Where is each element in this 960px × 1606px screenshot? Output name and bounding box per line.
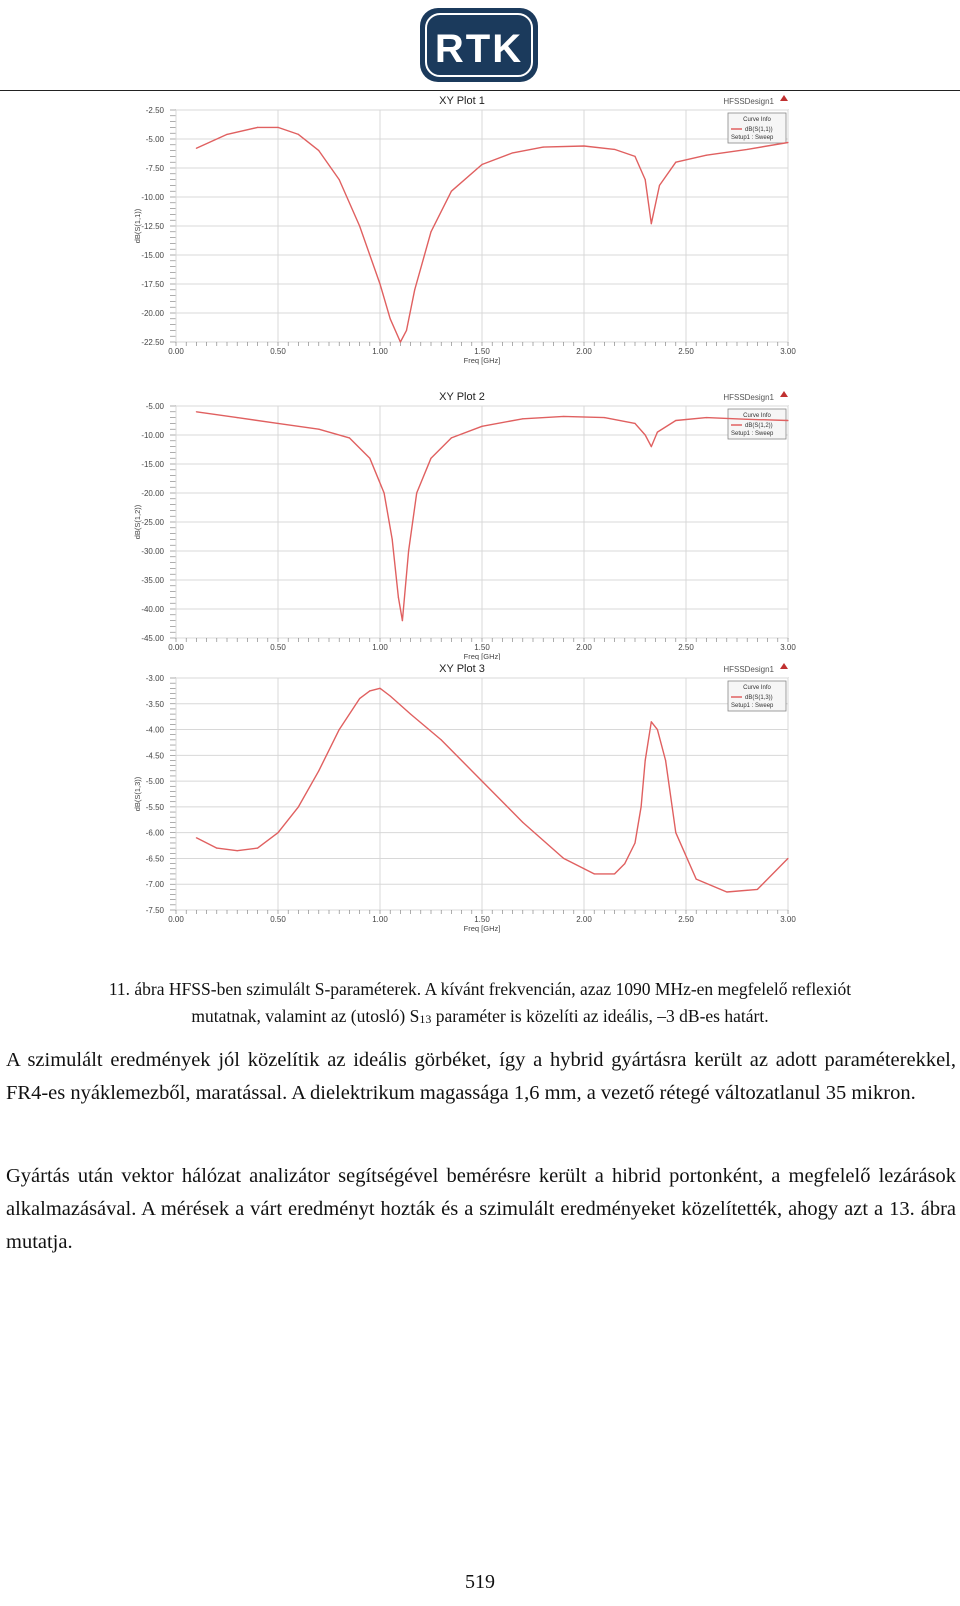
plot-svg: [130, 388, 820, 660]
x-tick-label: 1.00: [372, 347, 388, 356]
data-point: [614, 873, 615, 874]
data-point: [339, 729, 340, 730]
data-point: [696, 878, 697, 879]
data-point: [451, 437, 452, 438]
x-tick-label: 1.50: [474, 643, 490, 652]
data-point: [594, 873, 595, 874]
figure-caption: [30, 976, 930, 1032]
legend-setup: Setup1 : Sweep: [731, 431, 774, 437]
y-tick-label: -4.50: [145, 751, 164, 761]
data-point: [787, 858, 788, 859]
y-tick-label: -7.00: [145, 880, 164, 890]
y-axis-label: dB(S(1,2)): [133, 504, 142, 540]
plot-title: XY Plot 2: [439, 391, 485, 403]
x-axis-label: Freq [GHz]: [463, 356, 501, 365]
plot-title: XY Plot 3: [439, 663, 485, 675]
plot-svg: [130, 92, 820, 368]
data-point: [651, 446, 652, 447]
y-tick-label: -45.00: [141, 634, 164, 643]
data-point: [359, 225, 360, 226]
y-tick-label: -15.00: [141, 460, 164, 469]
data-point: [408, 550, 409, 551]
data-point: [277, 127, 278, 128]
y-tick-label: -40.00: [141, 605, 164, 614]
data-point: [237, 850, 238, 851]
y-tick-label: -30.00: [141, 547, 164, 556]
data-point: [659, 185, 660, 186]
y-tick-label: -5.00: [145, 402, 164, 411]
x-tick-label: 2.50: [678, 915, 694, 924]
x-tick-label: 1.00: [372, 915, 388, 924]
data-point: [379, 688, 380, 689]
data-point: [634, 156, 635, 157]
rtk-logo: [418, 6, 540, 84]
y-tick-label: -7.50: [145, 906, 164, 915]
data-point: [349, 437, 350, 438]
body-paragraph-2: Gyártás után vektor hálózat analizátor segítségével bemérésre került a hibrid portonként, a megfelelő lezárások alkalmazásával. A mérések a várt eredményt hozták és a szimulált eredményeket közelítették, ahogy azt a 13. ábra mutatja.: [6, 1165, 956, 1253]
y-tick-label: -5.50: [145, 802, 164, 812]
y-tick-label: -25.00: [141, 518, 164, 527]
xy-plot-1: [130, 92, 820, 368]
data-point: [651, 721, 652, 722]
legend-setup: Setup1 : Sweep: [731, 703, 774, 709]
data-point: [318, 429, 319, 430]
data-point: [216, 848, 217, 849]
data-point: [657, 729, 658, 730]
data-point: [787, 142, 788, 143]
y-tick-label: -5.00: [145, 777, 164, 787]
data-point: [400, 341, 401, 342]
data-point: [675, 420, 676, 421]
data-point: [645, 760, 646, 761]
y-tick-label: -6.50: [145, 854, 164, 864]
data-point: [747, 149, 748, 150]
header-rule: [0, 90, 960, 91]
data-point: [298, 134, 299, 135]
y-axis-label: dB(S(1,3)): [133, 776, 142, 812]
data-point: [481, 781, 482, 782]
data-point: [257, 848, 258, 849]
x-tick-label: 3.00: [780, 347, 796, 356]
data-point: [624, 863, 625, 864]
data-point: [726, 891, 727, 892]
data-point: [414, 289, 415, 290]
caption-subscript: 13: [419, 1012, 432, 1026]
x-tick-label: 1.50: [474, 347, 490, 356]
x-tick-label: 0.00: [168, 643, 184, 652]
data-point: [383, 492, 384, 493]
x-tick-label: 0.00: [168, 915, 184, 924]
y-tick-label: -35.00: [141, 576, 164, 585]
y-axis-label: dB(S(1,1)): [133, 208, 142, 244]
design-label: HFSSDesign1: [723, 665, 774, 674]
y-tick-label: -3.50: [145, 699, 164, 709]
x-tick-label: 3.00: [780, 915, 796, 924]
caption-line-2: mutatnak, valamint az (utosló) S: [191, 1006, 420, 1026]
data-point: [657, 432, 658, 433]
data-point: [706, 417, 707, 418]
x-axis-label: Freq [GHz]: [463, 924, 501, 933]
y-tick-label: -10.00: [141, 431, 164, 440]
data-point: [318, 150, 319, 151]
data-point: [277, 423, 278, 424]
data-point: [402, 620, 403, 621]
legend-setup: Setup1 : Sweep: [731, 135, 774, 141]
data-point: [430, 231, 431, 232]
y-tick-label: -5.00: [145, 135, 164, 144]
legend-series-name: dB(S(1,2)): [745, 423, 773, 429]
y-tick-label: -4.00: [145, 725, 164, 735]
data-point: [481, 426, 482, 427]
y-tick-label: -20.00: [141, 489, 164, 498]
data-point: [410, 713, 411, 714]
data-point: [787, 420, 788, 421]
data-point: [634, 842, 635, 843]
data-point: [318, 770, 319, 771]
ansoft-logo-icon: [780, 663, 788, 669]
data-point: [641, 806, 642, 807]
x-tick-label: 2.00: [576, 915, 592, 924]
y-tick-label: -3.00: [145, 674, 164, 683]
legend-header: Curve Info: [743, 685, 771, 691]
x-tick-label: 0.00: [168, 347, 184, 356]
data-point: [583, 145, 584, 146]
x-tick-label: 0.50: [270, 915, 286, 924]
design-label: HFSSDesign1: [723, 97, 774, 106]
data-point: [757, 889, 758, 890]
data-point: [416, 492, 417, 493]
y-tick-label: -2.50: [145, 106, 164, 115]
data-point: [257, 127, 258, 128]
xy-plot-3: [130, 658, 820, 934]
logo-text: RTK: [434, 27, 524, 71]
data-point: [379, 283, 380, 284]
data-point: [359, 698, 360, 699]
data-point: [196, 411, 197, 412]
data-point: [645, 434, 646, 435]
x-tick-label: 1.50: [474, 915, 490, 924]
y-tick-label: -6.00: [145, 828, 164, 838]
data-point: [430, 458, 431, 459]
data-point: [543, 147, 544, 148]
data-point: [706, 155, 707, 156]
data-point: [481, 164, 482, 165]
y-tick-label: -7.50: [145, 164, 164, 173]
data-point: [651, 223, 652, 224]
x-axis-label: Freq [GHz]: [463, 652, 501, 660]
data-point: [675, 832, 676, 833]
data-point: [196, 837, 197, 838]
x-tick-label: 2.50: [678, 643, 694, 652]
y-tick-label: -15.00: [141, 251, 164, 260]
data-point: [512, 152, 513, 153]
x-tick-label: 1.00: [372, 643, 388, 652]
body-paragraph-1: A szimulált eredmények jól közelítik az ideális görbéket, így a hybrid gyártásra került az adott paraméterekkel, FR4-es nyáklemezből, maratással. A dielektrikum magassága 1,6 mm, a vezető rétegé változatlanul 35 mikron.: [6, 1049, 956, 1104]
plot-title: XY Plot 1: [439, 95, 485, 107]
data-point: [369, 458, 370, 459]
x-tick-label: 2.00: [576, 643, 592, 652]
plot-svg: [130, 658, 820, 934]
legend-header: Curve Info: [743, 117, 771, 123]
data-point: [604, 417, 605, 418]
data-point: [665, 760, 666, 761]
x-tick-label: 2.50: [678, 347, 694, 356]
data-point: [226, 134, 227, 135]
data-point: [406, 330, 407, 331]
y-tick-label: -10.00: [141, 193, 164, 202]
data-point: [398, 597, 399, 598]
data-point: [277, 832, 278, 833]
legend-series-name: dB(S(1,1)): [745, 127, 773, 133]
data-point: [614, 149, 615, 150]
caption-line-1: 11. ábra HFSS-ben szimulált S-paraméterek. A kívánt frekvencián, azaz 1090 MHz-en megfelelő reflexiót: [108, 979, 852, 999]
data-point: [522, 822, 523, 823]
x-tick-label: 0.50: [270, 643, 286, 652]
data-point: [747, 419, 748, 420]
ansoft-logo-icon: [780, 95, 788, 101]
y-tick-label: -17.50: [141, 280, 164, 289]
legend-header: Curve Info: [743, 413, 771, 419]
data-point: [339, 179, 340, 180]
data-point: [563, 858, 564, 859]
xy-plot-2: [130, 388, 820, 660]
data-point: [451, 191, 452, 192]
page-number: 519: [465, 1571, 495, 1593]
data-point: [522, 418, 523, 419]
data-point: [634, 423, 635, 424]
ansoft-logo-icon: [780, 391, 788, 397]
caption-line-2-end: paraméter is közelíti az ideális, –3 dB-es határt.: [431, 1006, 769, 1026]
data-point: [390, 695, 391, 696]
data-point: [675, 162, 676, 163]
legend-series-name: dB(S(1,3)): [745, 695, 773, 701]
y-tick-label: -12.50: [141, 222, 164, 231]
x-tick-label: 0.50: [270, 347, 286, 356]
y-tick-label: -22.50: [141, 338, 164, 347]
data-point: [237, 417, 238, 418]
x-tick-label: 2.00: [576, 347, 592, 356]
design-label: HFSSDesign1: [723, 393, 774, 402]
data-point: [441, 739, 442, 740]
data-point: [645, 179, 646, 180]
data-point: [369, 690, 370, 691]
y-tick-label: -20.00: [141, 309, 164, 318]
data-point: [392, 539, 393, 540]
data-point: [390, 318, 391, 319]
x-tick-label: 3.00: [780, 643, 796, 652]
data-point: [563, 416, 564, 417]
data-point: [298, 806, 299, 807]
data-point: [196, 148, 197, 149]
